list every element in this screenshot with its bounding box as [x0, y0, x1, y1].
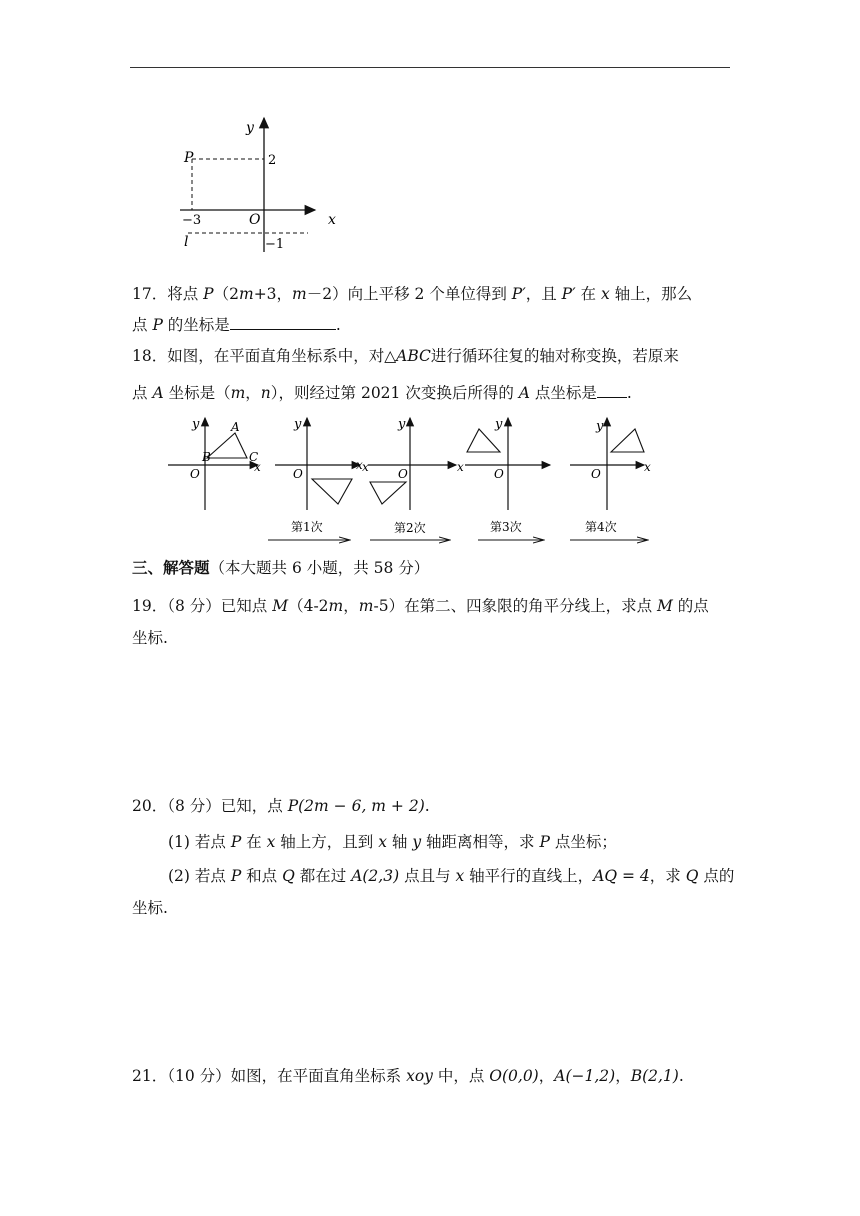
section-3-heading — [132, 558, 429, 578]
question-21-line1 — [132, 1066, 684, 1086]
q20-expression: P(2m − 6, m + 2) — [287, 797, 425, 815]
q17-text: －2）向上平移 2 个单位得到 — [306, 285, 512, 303]
q20-text: (1) 若点 — [168, 833, 231, 851]
frame-1 — [268, 417, 369, 540]
q20-text: 和点 — [241, 867, 283, 885]
q19-text: 坐标. — [132, 629, 168, 647]
q17-var: P′ — [511, 285, 526, 303]
q19-text: 的点 — [672, 597, 709, 615]
q17-var: P′ — [561, 285, 576, 303]
q18-var: m — [230, 384, 246, 402]
q19-text: ， — [343, 597, 359, 615]
q20-text: 点且与 — [399, 867, 456, 885]
q20-var: y — [412, 833, 422, 851]
label-2: 2 — [268, 153, 277, 168]
label-l: l — [184, 234, 189, 250]
q17-text: 将点 — [167, 285, 204, 303]
label-c: C — [249, 450, 259, 464]
q21-var: O(0,0) — [489, 1067, 539, 1085]
q18-var: A — [518, 384, 530, 402]
q20-var: x — [266, 833, 276, 851]
q17-text: 的坐标是 — [162, 316, 230, 334]
question-18-line1 — [132, 346, 679, 366]
q20-var: P — [539, 833, 550, 851]
label-y: y — [192, 417, 200, 432]
q17-text: 点 — [132, 316, 153, 334]
label-b: B — [202, 450, 211, 464]
q17-var: m — [292, 285, 307, 303]
triangle-step4 — [611, 429, 644, 452]
q20-text: . — [424, 797, 430, 815]
q18-text: . — [626, 384, 632, 402]
q20-text: (2) 若点 — [168, 867, 231, 885]
triangle-abc — [207, 433, 247, 458]
question-20-part2-line2 — [132, 898, 168, 918]
q20-var: P — [230, 833, 242, 851]
frame-4 — [570, 418, 651, 540]
q18-answer-blank[interactable] — [597, 383, 627, 398]
q20-text: 轴上方，且到 — [275, 833, 379, 851]
q20-var: Q — [685, 867, 699, 885]
triangle-step1 — [312, 479, 352, 504]
q21-var: A(−1,2) — [554, 1067, 616, 1085]
question-19-line1 — [132, 596, 709, 616]
q17-var: m — [238, 285, 254, 303]
q19-text: -5）在第二、四象限的角平分线上，求点 — [373, 597, 657, 615]
question-17-line1 — [132, 284, 692, 304]
q20-text: 在 — [241, 833, 267, 851]
q18-text: 点 — [132, 384, 153, 402]
q18-text: 点坐标是 — [529, 384, 597, 402]
q20-var: x — [455, 867, 465, 885]
q18-text: 进行循环往复的轴对称变换，若原来 — [430, 347, 679, 365]
q20-var: P — [230, 867, 242, 885]
q18-var: ABC — [396, 347, 431, 365]
figure-q16-coordinate-diagram — [170, 112, 350, 254]
label-y: y — [495, 417, 503, 432]
q18-text: 如图，在平面直角坐标系中，对△ — [167, 347, 397, 365]
label-neg3: −3 — [182, 213, 202, 228]
section-note: （本大题共 6 小题，共 58 分） — [209, 559, 430, 577]
q19-var: m — [328, 597, 344, 615]
question-20-part1 — [168, 832, 617, 852]
label-a: A — [231, 420, 240, 434]
label-o: O — [190, 467, 200, 481]
label-p: P — [184, 150, 194, 166]
step-label-1: 第1次 — [291, 520, 323, 534]
label-origin: O — [249, 212, 261, 228]
q17-var: x — [600, 285, 610, 303]
q19-var: M — [657, 597, 673, 615]
label-o: O — [398, 467, 408, 481]
q20-var: AQ = 4 — [593, 867, 650, 885]
q20-text: 都在过 — [294, 867, 352, 885]
label-x: x — [644, 460, 651, 474]
q20-var: x — [378, 833, 387, 851]
q17-text: +3， — [253, 285, 293, 303]
q20-text: 点坐标； — [549, 833, 617, 851]
q17-number: 17． — [132, 285, 168, 303]
question-19-line2 — [132, 628, 168, 648]
triangle-step3 — [467, 429, 500, 452]
section-title: 三、解答题 — [132, 558, 210, 577]
question-20-line1 — [132, 796, 430, 816]
q18-var: n — [260, 384, 271, 402]
q17-var: P — [203, 285, 214, 303]
label-neg1: −1 — [265, 237, 285, 252]
label-o: O — [494, 467, 504, 481]
q18-text: ），则经过第 2021 次变换后所得的 — [270, 384, 519, 402]
label-y: y — [246, 120, 254, 136]
question-17-line2 — [132, 315, 341, 335]
label-x: x — [328, 212, 336, 228]
q17-text: . — [335, 316, 341, 334]
label-x: x — [356, 458, 363, 472]
q17-text: 轴上，那么 — [609, 285, 693, 303]
q17-text: ，且 — [525, 285, 562, 303]
q20-text: （8 分）已知，点 — [167, 797, 288, 815]
q19-text: （8 分）已知点 — [167, 597, 273, 615]
q21-text: . — [678, 1067, 684, 1085]
q21-var: B(2,1) — [630, 1067, 679, 1085]
step-label-2: 第2次 — [394, 521, 426, 535]
label-x: x — [362, 460, 369, 474]
q20-text: 坐标. — [132, 899, 168, 917]
q19-text: （4-2 — [288, 597, 329, 615]
label-x: x — [457, 460, 464, 474]
q19-var: M — [272, 597, 289, 615]
frame-2 — [356, 417, 464, 540]
question-18-line2 — [132, 383, 632, 403]
q20-number: 20． — [132, 797, 168, 815]
figure-q18-transformations — [160, 412, 660, 547]
q21-text: 中，点 — [432, 1067, 490, 1085]
q17-answer-blank[interactable] — [230, 315, 336, 330]
q20-text: 轴 — [386, 833, 413, 851]
q21-var: xoy — [406, 1067, 433, 1085]
label-o: O — [293, 467, 303, 481]
q19-number: 19． — [132, 597, 168, 615]
label-y: y — [398, 417, 406, 432]
step-label-3: 第3次 — [490, 520, 522, 534]
q21-number: 21． — [132, 1067, 168, 1085]
q17-var: P — [152, 316, 163, 334]
q18-var: A — [152, 384, 164, 402]
header-rule — [130, 67, 730, 68]
q20-text: 轴距离相等，求 — [421, 833, 540, 851]
label-x: x — [254, 460, 261, 474]
q17-text: （2 — [213, 285, 239, 303]
q19-var: m — [358, 597, 374, 615]
q20-text: 点的 — [698, 867, 735, 885]
q18-number: 18． — [132, 347, 168, 365]
label-y: y — [294, 417, 302, 432]
q21-text: ， — [538, 1067, 555, 1085]
q18-text: 坐标是（ — [163, 384, 231, 402]
q17-text: 在 — [575, 285, 601, 303]
step-label-4: 第4次 — [585, 520, 617, 534]
q18-text: ， — [245, 384, 261, 402]
frame-original — [168, 417, 261, 510]
frame-3 — [465, 417, 550, 540]
q20-text: 轴平行的直线上， — [464, 867, 594, 885]
question-20-part2 — [168, 866, 734, 886]
q20-text: ，求 — [649, 867, 686, 885]
label-o: O — [591, 467, 601, 481]
q21-text: （10 分）如图，在平面直角坐标系 — [167, 1067, 407, 1085]
triangle-step2 — [370, 482, 406, 504]
label-y: y — [596, 419, 604, 434]
q20-var: A(2,3) — [351, 867, 400, 885]
q21-text: ， — [615, 1067, 631, 1085]
q20-var: Q — [282, 867, 295, 885]
